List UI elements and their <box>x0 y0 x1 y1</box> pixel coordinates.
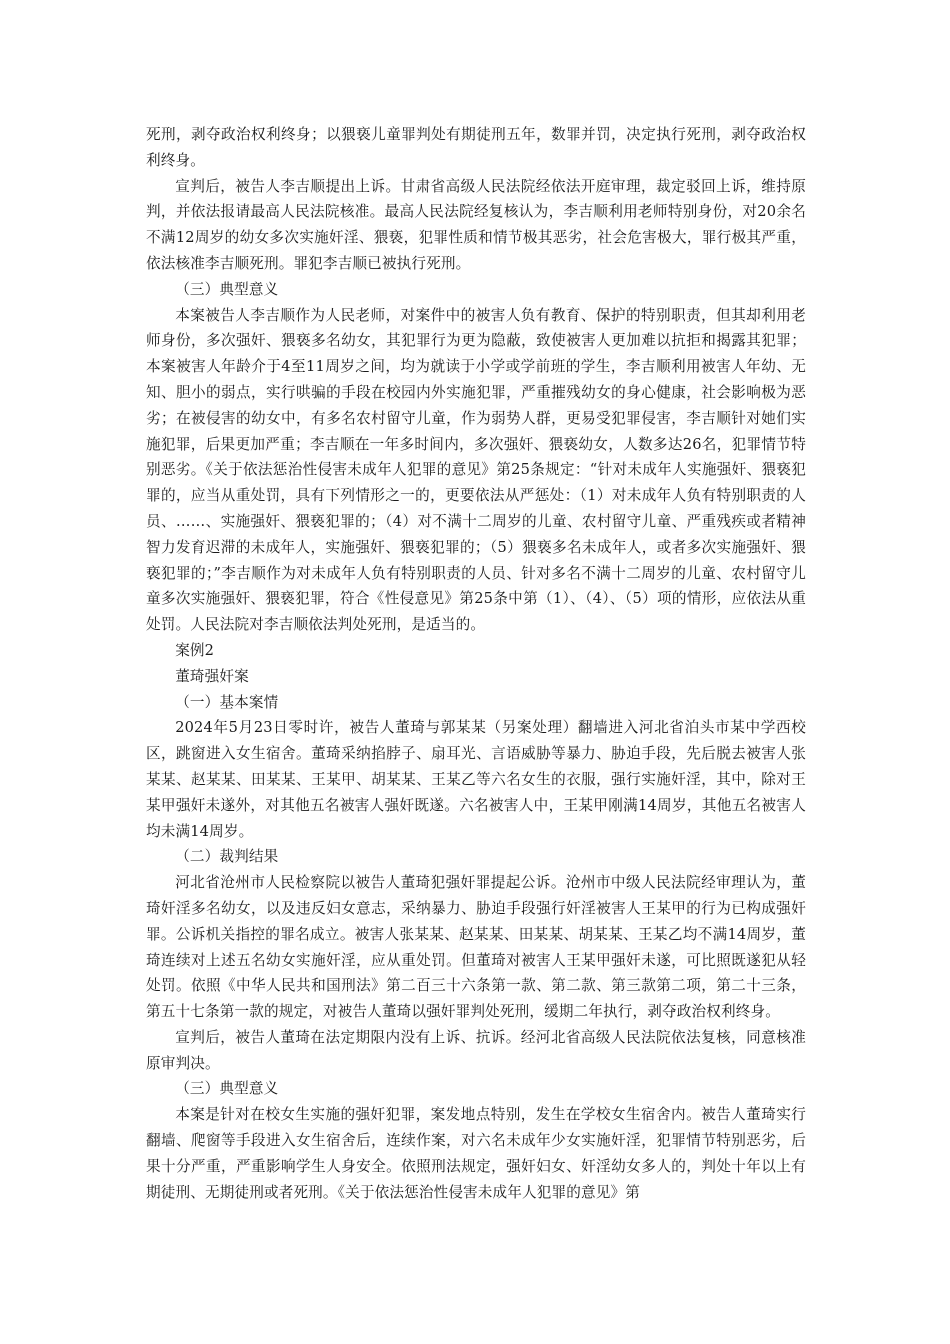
paragraph: 董琦强奸案 <box>175 667 249 685</box>
section-heading: （一）基本案情 <box>175 693 279 711</box>
paragraph: 2024年5月23日零时许，被告人董琦与郭某某（另案处理）翻墙进入河北省泊头市某中学西校区，跳窗进入女生宿舍。董琦采纳掐脖子、扇耳光、言语威胁等暴力、胁迫手段，先后脱去被害人张某某、赵某某、田某某、王某甲、胡某某、王某乙等六名女生的衣服，强行实施奸淫，其中，除对王某甲强奸未遂外，对其他五名被害人强奸既遂。六名被害人中，王某甲刚满14周岁，其他五名被害人均未满14周岁。 <box>146 719 806 840</box>
paragraph: 河北省沧州市人民检察院以被告人董琦犯强奸罪提起公诉。沧州市中级人民法院经审理认为，董琦奸淫多名幼女，以及违反妇女意志，采纳暴力、胁迫手段强行奸淫被害人王某甲的行为已构成强奸罪。公诉机关指控的罪名成立。被害人张某某、赵某某、田某某、胡某某、王某乙均不满14周岁，董琦连续对上述五名幼女实施奸淫，应从重处罚。但董琦对被害人王某甲强奸未遂，可比照既遂犯从轻处罚。依照《中华人民共和国刑法》第二百三十六条第一款、第二款、第三款第二项，第二十三条，第五十七条第一款的规定，对被告人董琦以强奸罪判处死刑，缓期二年执行，剥夺政治权利终身。 <box>146 874 806 1021</box>
section-heading: （三）典型意义 <box>175 1080 279 1098</box>
paragraph: 宣判后，被告人李吉顺提出上诉。甘肃省高级人民法院经依法开庭审理，裁定驳回上诉，维持原判，并依法报请最高人民法院核准。最高人民法院经复核认为，李吉顺利用老师特别身份，对20余名不满12周岁的幼女多次实施奸淫、猥亵，犯罪性质和情节极其恶劣，社会危害极大，罪行极其严重，依法核准李吉顺死刑。罪犯李吉顺已被执行死刑。 <box>146 177 806 272</box>
section-heading: （二）裁判结果 <box>175 848 279 866</box>
paragraph: 死刑，剥夺政治权利终身；以猥亵儿童罪判处有期徒刑五年，数罪并罚，决定执行死刑，剥夺政治权利终身。 <box>146 126 806 169</box>
section-heading: （三）典型意义 <box>175 280 279 298</box>
document-page <box>146 122 806 1205</box>
paragraph: 本案是针对在校女生实施的强奸犯罪，案发地点特别，发生在学校女生宿舍内。被告人董琦实行翻墙、爬窗等手段进入女生宿舍后，连续作案，对六名未成年少女实施奸淫，犯罪情节特别恶劣，后果十分严重，严重影响学生人身安全。依照刑法规定，强奸妇女、奸淫幼女多人的，判处十年以上有期徒刑、无期徒刑或者死刑。《关于依法惩治性侵害未成年人犯罪的意见》第 <box>146 1106 806 1201</box>
paragraph: 宣判后，被告人董琦在法定期限内没有上诉、抗诉。经河北省高级人民法院依法复核，同意核准原审判决。 <box>146 1028 806 1072</box>
paragraph: 本案被告人李吉顺作为人民老师，对案件中的被害人负有教育、保护的特别职责，但其却利用老师身份，多次强奸、猥亵多名幼女，其犯罪行为更为隐蔽，致使被害人更加难以抗拒和揭露其犯罪；本案被害人年龄介于4至11周岁之间，均为就读于小学或学前班的学生，李吉顺利用被害人年幼、无知、胆小的弱点，实行哄骗的手段在校园内外实施犯罪，严重摧残幼女的身心健康，社会影响极为恶劣；在被侵害的幼女中，有多名农村留守儿童，作为弱势人群，更易受犯罪侵害，李吉顺针对她们实施犯罪，后果更加严重；李吉顺在一年多时间内，多次强奸、猥亵幼女，人数多达26名，犯罪情节特别恶劣。《关于依法惩治性侵害未成年人犯罪的意见》第25条规定：“针对未成年人实施强奸、猥亵犯罪的，应当从重处罚，具有下列情形之一的，更要依法从严惩处：（1）对未成年人负有特别职责的人员、……、实施强奸、猥亵犯罪的；（4）对不满十二周岁的儿童、农村留守儿童、严重残疾或者精神智力发育迟滞的未成年人，实施强奸、猥亵犯罪的；（5）猥亵多名未成年人，或者多次实施强奸、猥亵犯罪的；”李吉顺作为对未成年人负有特别职责的人员、针对多名不满十二周岁的儿童、农村留守儿童多次实施强奸、猥亵犯罪，符合《性侵意见》第25条中第（1）、（4）、（5）项的情形，应依法从重处罚。人民法院对李吉顺依法判处死刑，是适当的。 <box>146 306 806 634</box>
paragraph: 案例2 <box>175 641 215 659</box>
